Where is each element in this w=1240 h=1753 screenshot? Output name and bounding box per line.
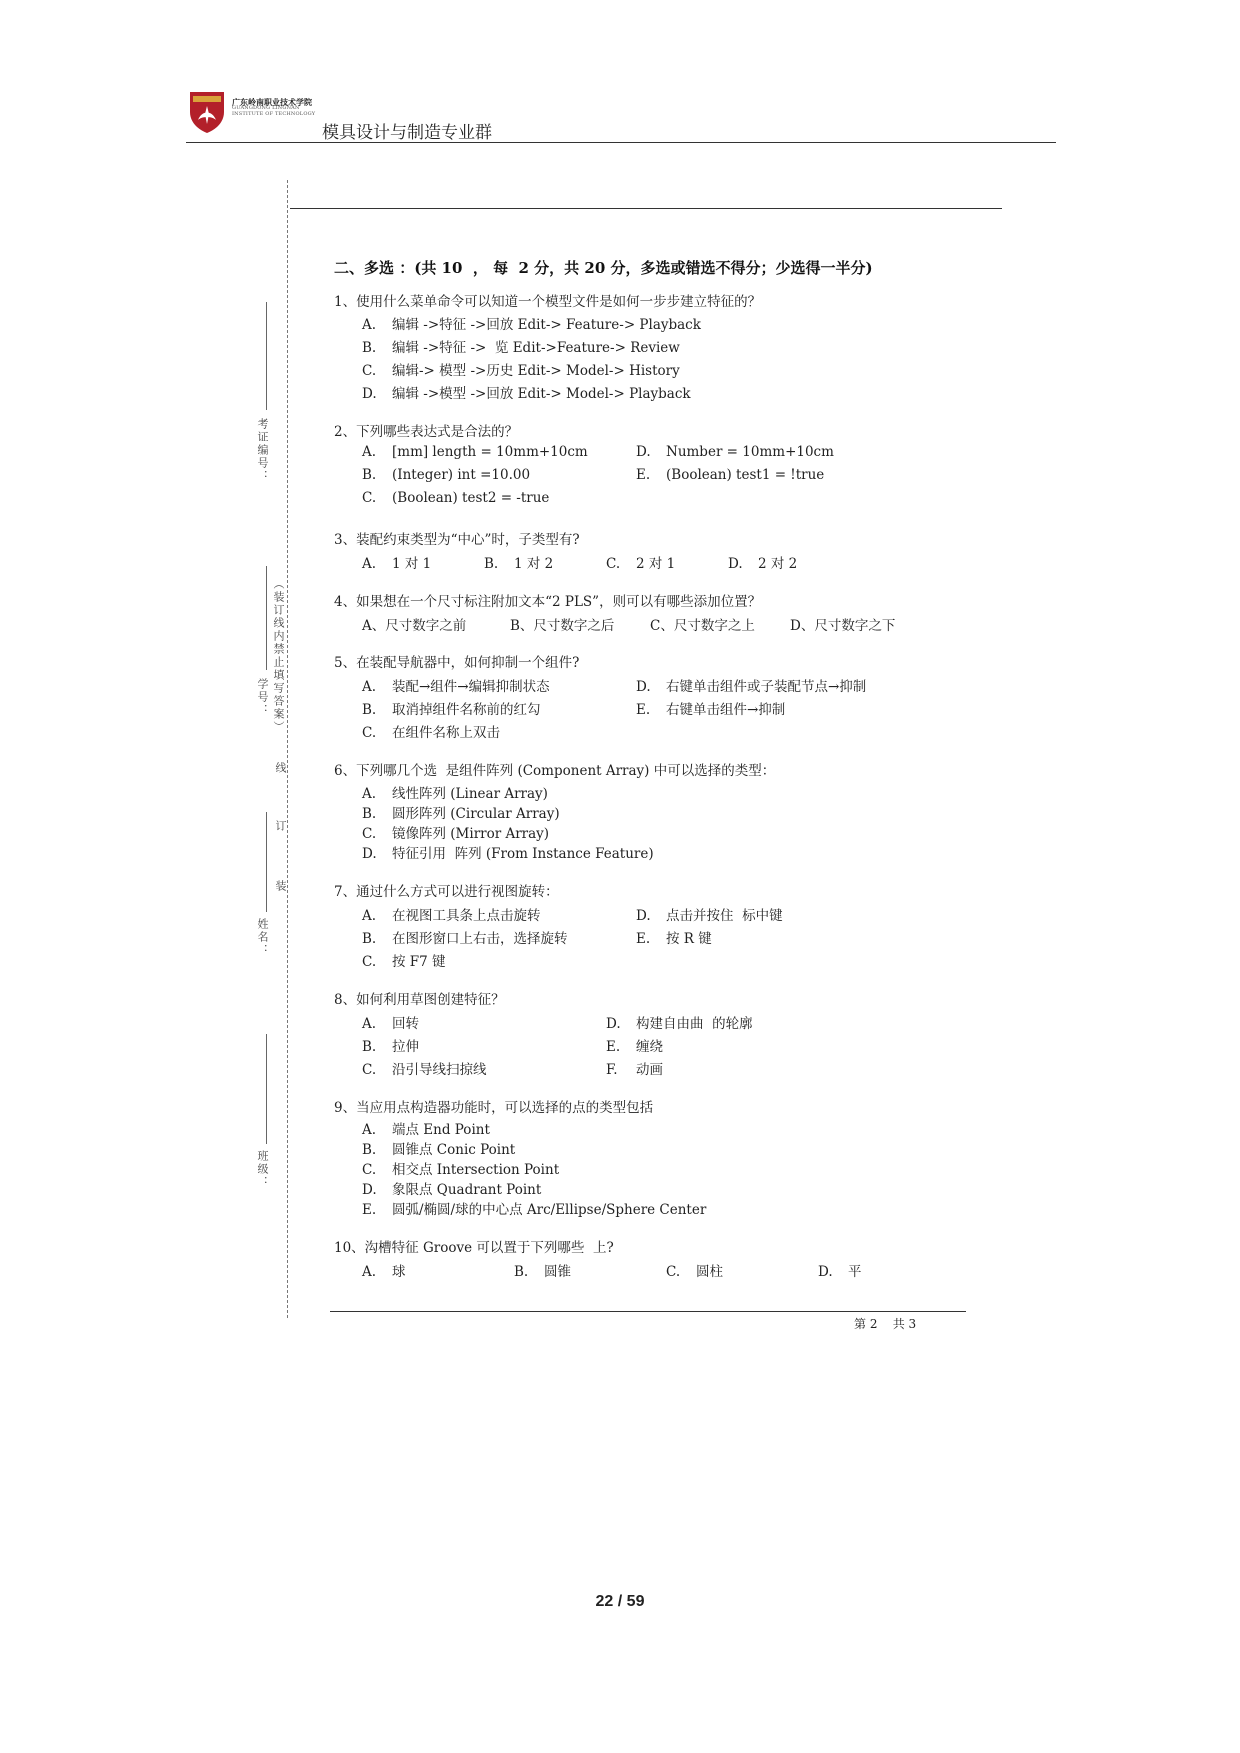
q6-option-d: D. 特征引用 阵列 (From Instance Feature) [362,846,654,862]
q10-option-d: D. 平 [818,1264,862,1280]
top-rule [290,208,1002,209]
q6-option-b: B. 圆形阵列 (Circular Array) [362,806,560,822]
q2-option-c: C. (Boolean) test2 = -true [362,490,550,506]
question-7: 7、通过什么方式可以进行视图旋转： [334,884,559,900]
q5-option-a: A. 装配→组件→编辑抑制状态 [362,679,550,695]
q8-option-a: A. 回转 [362,1016,419,1032]
q6-option-a: A. 线性阵列 (Linear Array) [362,786,548,802]
q7-option-a: A. 在视图工具条上点击旋转 [362,908,541,924]
student-id-fill-line [266,566,267,670]
q9-option-d: D. 象限点 Quadrant Point [362,1182,542,1198]
name-fill-line [266,812,267,912]
question-9: 9、当应用点构造器功能时，可以选择的点的类型包括 [334,1100,654,1116]
q4-option-a: A、尺寸数字之前 [362,618,467,634]
class-fill-line [266,1034,267,1144]
question-1: 1、使用什么菜单命令可以知道一个模型文件是如何一步步建立特征的？ [334,294,762,310]
q5-option-d: D. 右键单击组件或子装配节点→抑制 [636,679,867,695]
q3-option-a: A. 1 对 1 [362,556,432,572]
q2-option-d: D. Number = 10mm+10cm [636,444,834,460]
student-id-label: 学号： [256,678,269,717]
q8-option-e: E. 缠绕 [606,1039,663,1055]
q9-option-b: B. 圆锥点 Conic Point [362,1142,516,1158]
q7-option-c: C. 按 F7 键 [362,954,446,970]
binding-mark-1: 线 [274,762,287,775]
q1-option-c: C. 编辑-> 模型 ->历史 Edit-> Model-> History [362,363,680,379]
q4-option-c: C、尺寸数字之上 [650,618,755,634]
q7-option-d: D. 点击并按住 标中键 [636,908,783,924]
question-10: 10、沟槽特征 Groove 可以置于下列哪些 上? [334,1240,614,1256]
q5-option-b: B. 取消掉组件名称前的红勾 [362,702,541,718]
q9-option-c: C. 相交点 Intersection Point [362,1162,560,1178]
q9-option-a: A. 端点 End Point [362,1122,490,1138]
binding-mark-2: 订 [274,820,287,833]
school-logo-icon [188,90,226,134]
header-divider [186,142,1056,143]
q9-option-e: E. 圆弧/椭圆/球的中心点 Arc/Ellipse/Sphere Center [362,1202,707,1218]
class-label: 班级： [256,1150,269,1189]
q1-option-d: D. 编辑 ->模型 ->回放 Edit-> Model-> Playback [362,386,691,402]
q10-option-a: A. 球 [362,1264,406,1280]
question-3: 3、装配约束类型为“中心”时，子类型有? [334,532,580,548]
bottom-rule [330,1311,966,1312]
q1-option-a: A. 编辑 ->特征 ->回放 Edit-> Feature-> Playback [362,317,701,333]
q7-option-e: E. 按 R 键 [636,931,712,947]
q3-option-b: B. 1 对 2 [484,556,554,572]
question-4: 4、如果想在一个尺寸标注附加文本“2 PLS”，则可以有哪些添加位置？ [334,594,762,610]
question-6: 6、下列哪几个选 是组件阵列 (Component Array) 中可以选择的类型： [334,763,776,779]
sheet-number: 第 2 共 3 [854,1317,917,1331]
exam-no-label: 考证编号： [256,418,269,483]
department-title: 模具设计与制造专业群 [322,123,492,143]
section-title: 二、多选 ：(共 10 ， 每 2 分，共 20 分，多选或错选不得分；少选得一半分) [334,259,873,277]
question-8: 8、如何利用草图创建特征？ [334,992,505,1008]
q5-option-c: C. 在组件名称上双击 [362,725,500,741]
q2-option-e: E. (Boolean) test1 = !true [636,467,825,483]
question-5: 5、在装配导航器中，如何抑制一个组件? [334,655,580,671]
q2-option-a: A. [mm] length = 10mm+10cm [362,444,588,460]
school-name-en-1: GUANGDONG LINGNAN [232,105,300,112]
q8-option-d: D. 构建自由曲 的轮廓 [606,1016,753,1032]
q1-option-b: B. 编辑 ->特征 -> 览 Edit->Feature-> Review [362,340,680,356]
exam-no-fill-line [266,302,267,410]
q3-option-d: D. 2 对 2 [728,556,798,572]
q5-option-e: E. 右键单击组件→抑制 [636,702,786,718]
school-name-cn: 广东岭南职业技术学院 [232,97,312,107]
school-name [232,98,315,117]
q7-option-b: B. 在图形窗口上右击，选择旋转 [362,931,568,947]
binding-mark-3: 装 [274,880,287,893]
page-number: 22 / 59 [595,1593,645,1610]
name-label: 姓名： [256,918,269,957]
q10-option-b: B. 圆锥 [514,1264,571,1280]
q3-option-c: C. 2 对 1 [606,556,676,572]
q4-option-d: D、尺寸数字之下 [790,618,896,634]
q4-option-b: B、尺寸数字之后 [510,618,615,634]
binding-dashed-line [287,180,288,1318]
q8-option-f: F. 动画 [606,1062,663,1078]
school-name-en-2: INSTITUTE OF TECHNOLOGY [232,110,316,117]
q10-option-c: C. 圆柱 [666,1264,723,1280]
q8-option-b: B. 拉伸 [362,1039,419,1055]
q8-option-c: C. 沿引导线扫掠线 [362,1062,487,1078]
q6-option-c: C. 镜像阵列 (Mirror Array) [362,826,550,842]
question-2: 2、下列哪些表达式是合法的？ [334,424,519,440]
q2-option-b: B. (Integer) int =10.00 [362,467,531,483]
binding-note: （装订线内禁止填写答案） [272,578,285,734]
